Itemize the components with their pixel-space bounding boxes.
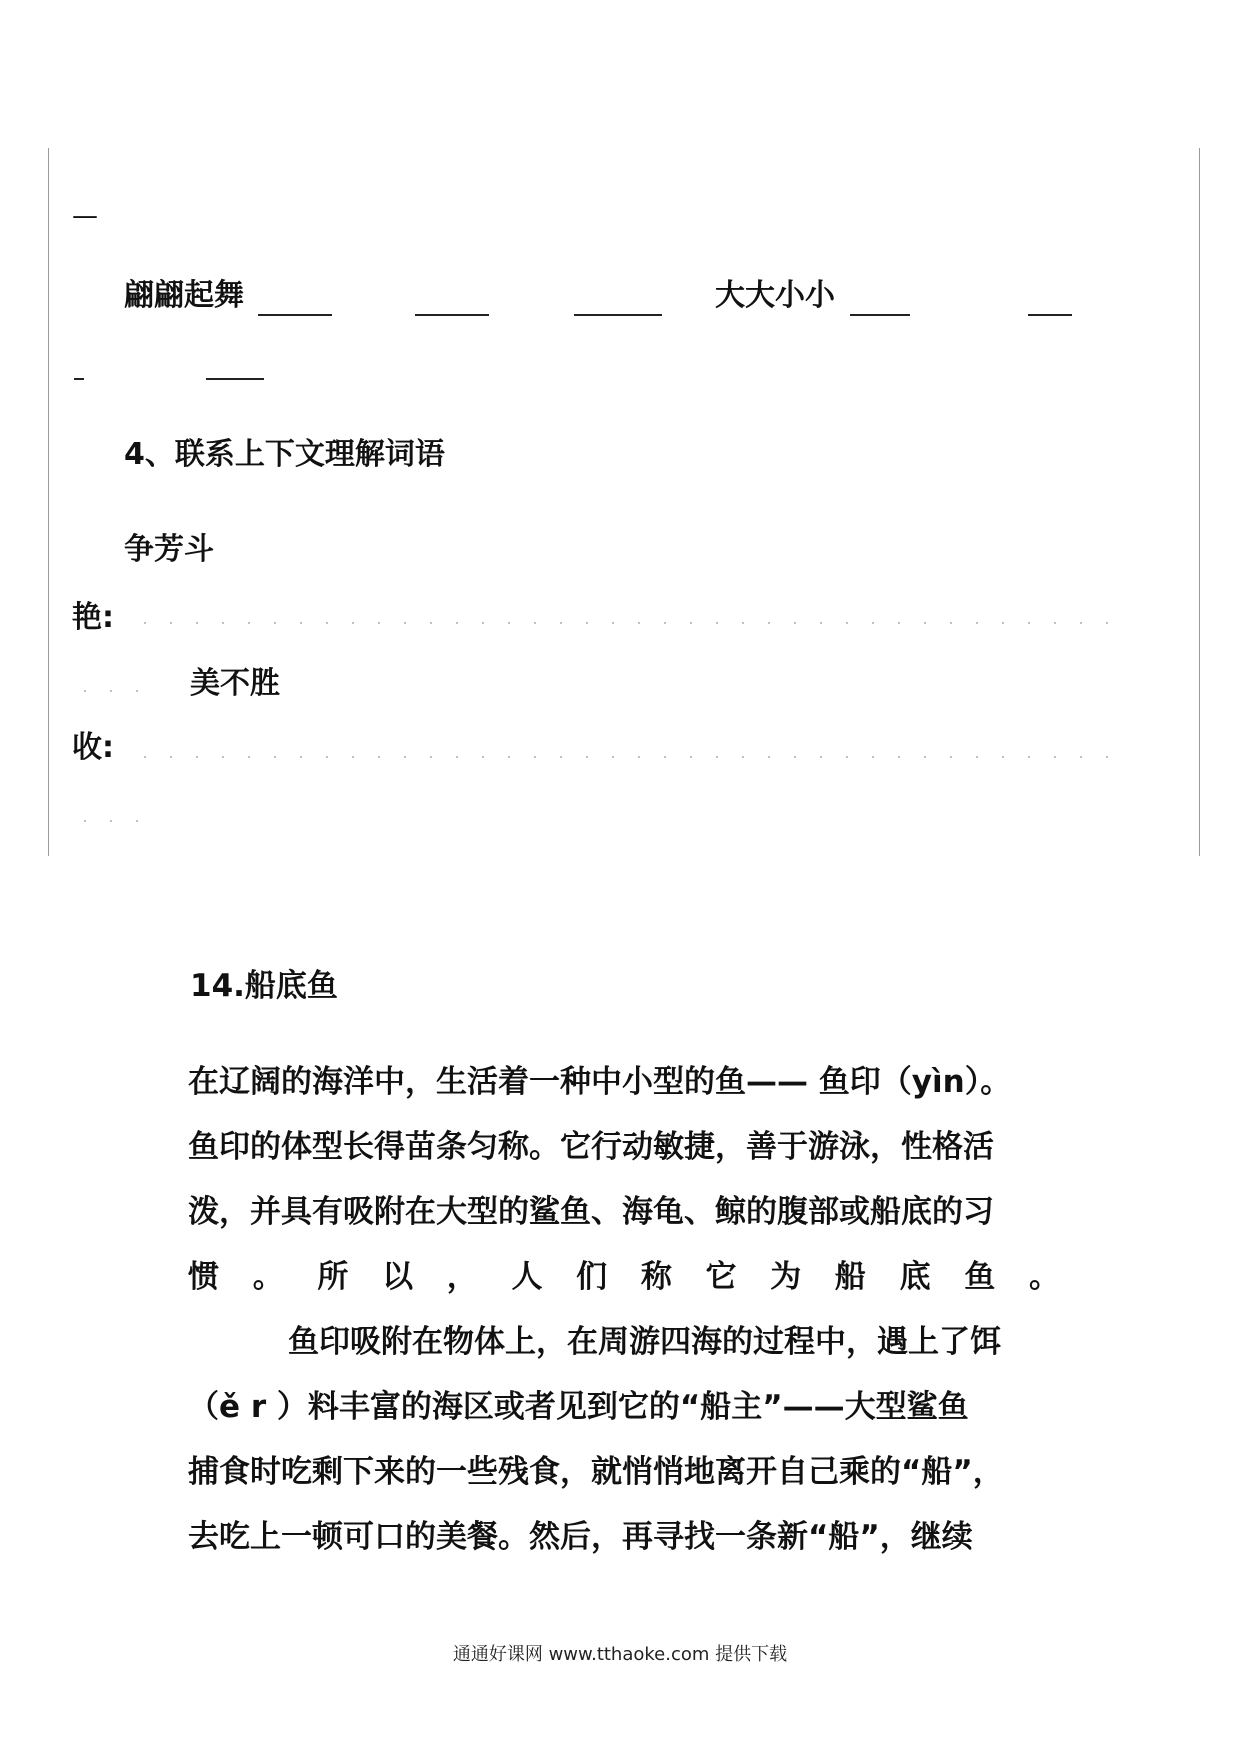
- passage-char: 船: [834, 1259, 866, 1295]
- passage-line: 泼，并具有吸附在大型的鲨鱼、海龟、鲸的腹部或船底的习: [188, 1194, 994, 1230]
- passage-line: （ě r ）料丰富的海区或者见到它的“船主”——大型鲨鱼: [188, 1389, 969, 1425]
- answer-blank[interactable]: [574, 314, 662, 316]
- answer-blank[interactable]: [74, 378, 84, 380]
- answer-dotted-line[interactable]: [72, 690, 152, 692]
- passage-line: 去吃上一顿可口的美餐。然后，再寻找一条新“船”，继续: [188, 1519, 973, 1555]
- term-yan-label: 艳:: [72, 600, 114, 635]
- right-border-line: [1199, 148, 1200, 856]
- question-4-heading: 4、联系上下文理解词语: [124, 437, 445, 472]
- page-footer: 通通好课网 www.tthaoke.com 提供下载: [452, 1644, 788, 1665]
- passage-char: 底: [899, 1259, 931, 1295]
- passage-char: 为: [770, 1259, 802, 1295]
- passage-line: 鱼印吸附在物体上，在周游四海的过程中，遇上了饵: [288, 1324, 1001, 1360]
- left-border-line: [48, 148, 49, 856]
- passage-char: 鱼: [964, 1259, 996, 1295]
- passage-line: 在辽阔的海洋中，生活着一种中小型的鱼—— 鱼印（yìn）。: [188, 1064, 1012, 1100]
- passage-title: 14.船底鱼: [190, 968, 338, 1004]
- passage-char: 惯: [188, 1259, 219, 1295]
- passage-line-justified: [188, 1245, 1060, 1310]
- passage-line: 捕食时吃剩下来的一些残食，就悄悄地离开自己乘的“船”，: [188, 1454, 1004, 1490]
- passage-char: 。: [1028, 1259, 1060, 1295]
- passage-char: 人: [511, 1259, 543, 1295]
- phrase-fanfanqiwu: 翩翩起舞: [124, 278, 244, 313]
- passage-char: 它: [705, 1259, 737, 1295]
- passage-line: 鱼印的体型长得苗条匀称。它行动敏捷，善于游泳，性格活: [188, 1129, 994, 1165]
- answer-blank[interactable]: [1028, 314, 1072, 316]
- answer-dotted-line[interactable]: [72, 820, 152, 822]
- answer-dotted-line[interactable]: [132, 756, 1122, 758]
- answer-blank[interactable]: [415, 314, 489, 316]
- answer-dotted-line[interactable]: [132, 622, 1122, 624]
- passage-char: 。: [252, 1259, 284, 1295]
- passage-char: 所: [317, 1259, 349, 1295]
- dash-mark: —: [72, 201, 98, 231]
- answer-blank[interactable]: [850, 314, 910, 316]
- term-zhengfangdou: 争芳斗: [124, 532, 214, 567]
- term-meibusheng: 美不胜: [190, 666, 280, 701]
- term-shou-label: 收:: [72, 730, 114, 765]
- passage-char: 称: [640, 1259, 672, 1295]
- phrase-dadaxiaoxiao: 大大小小: [715, 278, 835, 313]
- answer-blank[interactable]: [206, 378, 264, 380]
- passage-char: 以: [382, 1259, 414, 1295]
- answer-blank[interactable]: [258, 314, 332, 316]
- passage-char: 们: [576, 1259, 608, 1295]
- passage-char: ，: [446, 1259, 478, 1295]
